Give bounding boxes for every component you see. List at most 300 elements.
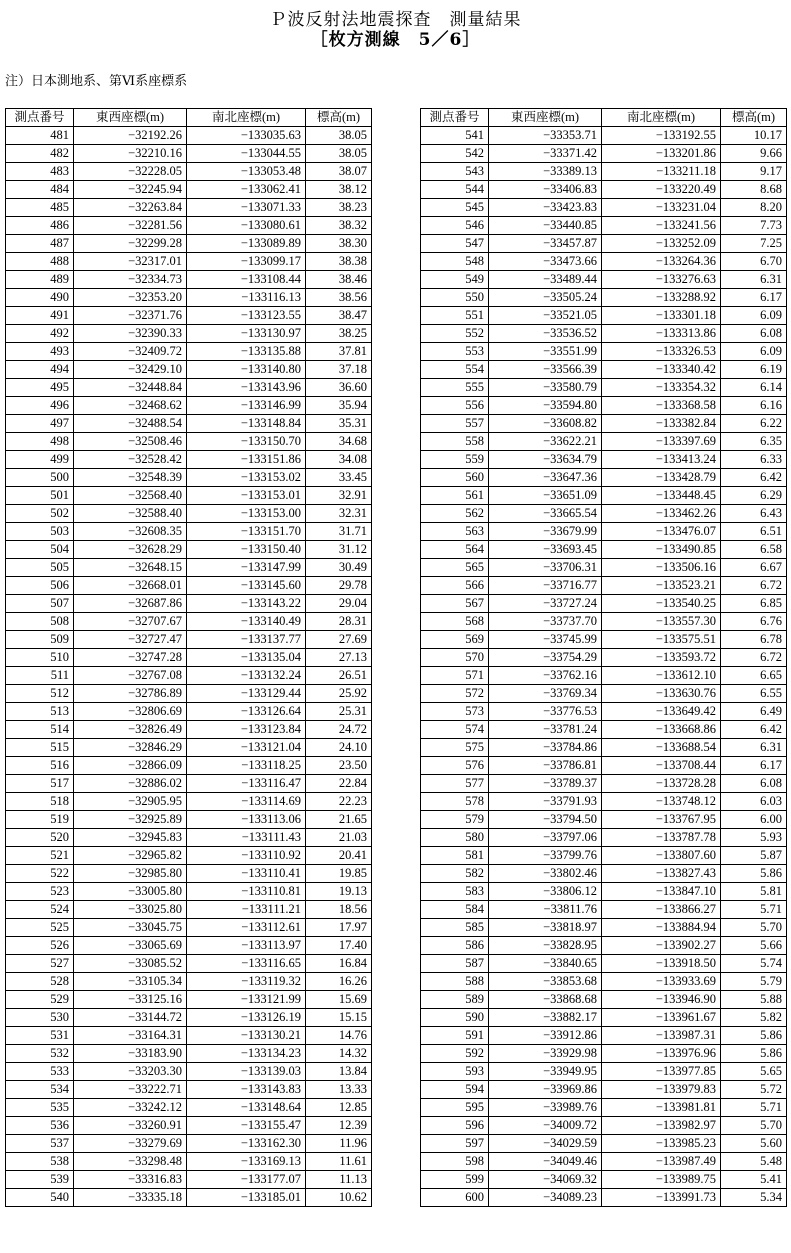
table-row bbox=[421, 829, 787, 847]
north-south-cell: −133140.80 bbox=[187, 361, 306, 379]
table-row bbox=[421, 307, 787, 325]
east-west-cell: −33105.34 bbox=[74, 973, 187, 991]
survey-table-left bbox=[5, 108, 372, 1207]
north-south-cell: −133137.77 bbox=[187, 631, 306, 649]
station-number-cell: 517 bbox=[6, 775, 74, 793]
east-west-cell: −33799.76 bbox=[489, 847, 602, 865]
header-station-number: 測点番号 bbox=[6, 109, 74, 127]
north-south-cell: −133153.00 bbox=[187, 505, 306, 523]
elevation-cell: 22.84 bbox=[306, 775, 372, 793]
elevation-cell: 19.85 bbox=[306, 865, 372, 883]
station-number-cell: 516 bbox=[6, 757, 74, 775]
table-row bbox=[6, 847, 372, 865]
north-south-cell: −133448.45 bbox=[602, 487, 721, 505]
east-west-cell: −32371.76 bbox=[74, 307, 187, 325]
north-south-cell: −133143.96 bbox=[187, 379, 306, 397]
station-number-cell: 563 bbox=[421, 523, 489, 541]
east-west-cell: −33811.76 bbox=[489, 901, 602, 919]
elevation-cell: 7.25 bbox=[721, 235, 787, 253]
north-south-cell: −133129.44 bbox=[187, 685, 306, 703]
east-west-cell: −33440.85 bbox=[489, 217, 602, 235]
table-row bbox=[6, 955, 372, 973]
station-number-cell: 583 bbox=[421, 883, 489, 901]
east-west-cell: −33840.65 bbox=[489, 955, 602, 973]
elevation-cell: 27.13 bbox=[306, 649, 372, 667]
table-row bbox=[421, 451, 787, 469]
table-row bbox=[421, 919, 787, 937]
table-row bbox=[6, 865, 372, 883]
table-row bbox=[421, 397, 787, 415]
east-west-cell: −33566.39 bbox=[489, 361, 602, 379]
elevation-cell: 17.40 bbox=[306, 937, 372, 955]
table-row bbox=[6, 433, 372, 451]
station-number-cell: 579 bbox=[421, 811, 489, 829]
station-number-cell: 596 bbox=[421, 1117, 489, 1135]
elevation-cell: 6.31 bbox=[721, 271, 787, 289]
north-south-cell: −133123.55 bbox=[187, 307, 306, 325]
elevation-cell: 29.04 bbox=[306, 595, 372, 613]
table-row bbox=[421, 649, 787, 667]
north-south-cell: −133354.32 bbox=[602, 379, 721, 397]
east-west-cell: −33818.97 bbox=[489, 919, 602, 937]
north-south-cell: −133340.42 bbox=[602, 361, 721, 379]
north-south-cell: −133787.78 bbox=[602, 829, 721, 847]
table-row bbox=[421, 235, 787, 253]
elevation-cell: 6.65 bbox=[721, 667, 787, 685]
elevation-cell: 5.41 bbox=[721, 1171, 787, 1189]
north-south-cell: −133241.56 bbox=[602, 217, 721, 235]
east-west-cell: −32568.40 bbox=[74, 487, 187, 505]
north-south-cell: −133728.28 bbox=[602, 775, 721, 793]
table-row bbox=[6, 559, 372, 577]
elevation-cell: 6.42 bbox=[721, 721, 787, 739]
elevation-cell: 15.15 bbox=[306, 1009, 372, 1027]
north-south-cell: −133977.85 bbox=[602, 1063, 721, 1081]
north-south-cell: −133918.50 bbox=[602, 955, 721, 973]
station-number-cell: 545 bbox=[421, 199, 489, 217]
elevation-cell: 32.91 bbox=[306, 487, 372, 505]
station-number-cell: 594 bbox=[421, 1081, 489, 1099]
elevation-cell: 35.94 bbox=[306, 397, 372, 415]
east-west-cell: −33085.52 bbox=[74, 955, 187, 973]
north-south-cell: −133264.36 bbox=[602, 253, 721, 271]
table-row bbox=[421, 667, 787, 685]
table-row bbox=[421, 1135, 787, 1153]
elevation-cell: 6.85 bbox=[721, 595, 787, 613]
north-south-cell: −133153.02 bbox=[187, 469, 306, 487]
table-row bbox=[421, 883, 787, 901]
station-number-cell: 595 bbox=[421, 1099, 489, 1117]
north-south-cell: −133116.65 bbox=[187, 955, 306, 973]
elevation-cell: 8.68 bbox=[721, 181, 787, 199]
north-south-cell: −133121.99 bbox=[187, 991, 306, 1009]
elevation-cell: 6.03 bbox=[721, 793, 787, 811]
elevation-cell: 21.03 bbox=[306, 829, 372, 847]
north-south-cell: −133989.75 bbox=[602, 1171, 721, 1189]
station-number-cell: 508 bbox=[6, 613, 74, 631]
station-number-cell: 485 bbox=[6, 199, 74, 217]
elevation-cell: 38.56 bbox=[306, 289, 372, 307]
station-number-cell: 527 bbox=[6, 955, 74, 973]
north-south-cell: −133748.12 bbox=[602, 793, 721, 811]
north-south-cell: −133146.99 bbox=[187, 397, 306, 415]
elevation-cell: 38.46 bbox=[306, 271, 372, 289]
north-south-cell: −133134.23 bbox=[187, 1045, 306, 1063]
east-west-cell: −33065.69 bbox=[74, 937, 187, 955]
station-number-cell: 512 bbox=[6, 685, 74, 703]
table-row bbox=[6, 1063, 372, 1081]
elevation-cell: 5.87 bbox=[721, 847, 787, 865]
table-row bbox=[421, 379, 787, 397]
station-number-cell: 501 bbox=[6, 487, 74, 505]
table-row bbox=[6, 127, 372, 145]
north-south-cell: −133708.44 bbox=[602, 757, 721, 775]
table-row bbox=[421, 1099, 787, 1117]
table-row bbox=[6, 1045, 372, 1063]
elevation-cell: 6.09 bbox=[721, 343, 787, 361]
north-south-cell: −133116.47 bbox=[187, 775, 306, 793]
north-south-cell: −133428.79 bbox=[602, 469, 721, 487]
table-row bbox=[6, 757, 372, 775]
station-number-cell: 484 bbox=[6, 181, 74, 199]
elevation-cell: 5.82 bbox=[721, 1009, 787, 1027]
north-south-cell: −133987.49 bbox=[602, 1153, 721, 1171]
table-row bbox=[6, 793, 372, 811]
elevation-cell: 16.84 bbox=[306, 955, 372, 973]
table-header-row bbox=[6, 109, 372, 127]
table-row bbox=[421, 253, 787, 271]
station-number-cell: 588 bbox=[421, 973, 489, 991]
elevation-cell: 6.78 bbox=[721, 631, 787, 649]
east-west-cell: −32508.46 bbox=[74, 433, 187, 451]
east-west-cell: −33727.24 bbox=[489, 595, 602, 613]
station-number-cell: 567 bbox=[421, 595, 489, 613]
table-row bbox=[421, 847, 787, 865]
elevation-cell: 9.17 bbox=[721, 163, 787, 181]
north-south-cell: −133135.04 bbox=[187, 649, 306, 667]
station-number-cell: 577 bbox=[421, 775, 489, 793]
elevation-cell: 38.30 bbox=[306, 235, 372, 253]
east-west-cell: −32747.28 bbox=[74, 649, 187, 667]
station-number-cell: 503 bbox=[6, 523, 74, 541]
station-number-cell: 510 bbox=[6, 649, 74, 667]
station-number-cell: 492 bbox=[6, 325, 74, 343]
north-south-cell: −133220.49 bbox=[602, 181, 721, 199]
station-number-cell: 557 bbox=[421, 415, 489, 433]
north-south-cell: −133946.90 bbox=[602, 991, 721, 1009]
north-south-cell: −133991.73 bbox=[602, 1189, 721, 1207]
elevation-cell: 6.51 bbox=[721, 523, 787, 541]
north-south-cell: −133143.83 bbox=[187, 1081, 306, 1099]
east-west-cell: −32317.01 bbox=[74, 253, 187, 271]
east-west-cell: −33828.95 bbox=[489, 937, 602, 955]
station-number-cell: 524 bbox=[6, 901, 74, 919]
north-south-cell: −133767.95 bbox=[602, 811, 721, 829]
table-row bbox=[6, 703, 372, 721]
table-row bbox=[6, 307, 372, 325]
station-number-cell: 529 bbox=[6, 991, 74, 1009]
station-number-cell: 536 bbox=[6, 1117, 74, 1135]
elevation-cell: 11.13 bbox=[306, 1171, 372, 1189]
east-west-cell: −33912.86 bbox=[489, 1027, 602, 1045]
elevation-cell: 31.71 bbox=[306, 523, 372, 541]
table-row bbox=[421, 757, 787, 775]
north-south-cell: −133847.10 bbox=[602, 883, 721, 901]
station-number-cell: 584 bbox=[421, 901, 489, 919]
north-south-cell: −133089.89 bbox=[187, 235, 306, 253]
north-south-cell: −133112.61 bbox=[187, 919, 306, 937]
east-west-cell: −32588.40 bbox=[74, 505, 187, 523]
north-south-cell: −133326.53 bbox=[602, 343, 721, 361]
table-row bbox=[6, 145, 372, 163]
table-row bbox=[421, 163, 787, 181]
east-west-cell: −33551.99 bbox=[489, 343, 602, 361]
table-row bbox=[421, 991, 787, 1009]
north-south-cell: −133985.23 bbox=[602, 1135, 721, 1153]
north-south-cell: −133110.41 bbox=[187, 865, 306, 883]
east-west-cell: −33260.91 bbox=[74, 1117, 187, 1135]
header-east-west: 東西座標(m) bbox=[489, 109, 602, 127]
east-west-cell: −33389.13 bbox=[489, 163, 602, 181]
east-west-cell: −32448.84 bbox=[74, 379, 187, 397]
east-west-cell: −32263.84 bbox=[74, 199, 187, 217]
station-number-cell: 519 bbox=[6, 811, 74, 829]
elevation-cell: 9.66 bbox=[721, 145, 787, 163]
north-south-cell: −133126.19 bbox=[187, 1009, 306, 1027]
station-number-cell: 504 bbox=[6, 541, 74, 559]
station-number-cell: 565 bbox=[421, 559, 489, 577]
north-south-cell: −133961.67 bbox=[602, 1009, 721, 1027]
station-number-cell: 573 bbox=[421, 703, 489, 721]
station-number-cell: 587 bbox=[421, 955, 489, 973]
elevation-cell: 13.33 bbox=[306, 1081, 372, 1099]
elevation-cell: 7.73 bbox=[721, 217, 787, 235]
east-west-cell: −32281.56 bbox=[74, 217, 187, 235]
elevation-cell: 6.72 bbox=[721, 649, 787, 667]
elevation-cell: 5.65 bbox=[721, 1063, 787, 1081]
station-number-cell: 502 bbox=[6, 505, 74, 523]
east-west-cell: −33335.18 bbox=[74, 1189, 187, 1207]
elevation-cell: 5.71 bbox=[721, 1099, 787, 1117]
east-west-cell: −33144.72 bbox=[74, 1009, 187, 1027]
elevation-cell: 26.51 bbox=[306, 667, 372, 685]
station-number-cell: 559 bbox=[421, 451, 489, 469]
east-west-cell: −32334.73 bbox=[74, 271, 187, 289]
east-west-cell: −34049.46 bbox=[489, 1153, 602, 1171]
north-south-cell: −133139.03 bbox=[187, 1063, 306, 1081]
elevation-cell: 6.33 bbox=[721, 451, 787, 469]
station-number-cell: 505 bbox=[6, 559, 74, 577]
station-number-cell: 495 bbox=[6, 379, 74, 397]
east-west-cell: −34089.23 bbox=[489, 1189, 602, 1207]
elevation-cell: 38.23 bbox=[306, 199, 372, 217]
east-west-cell: −32648.15 bbox=[74, 559, 187, 577]
elevation-cell: 38.25 bbox=[306, 325, 372, 343]
east-west-cell: −32965.82 bbox=[74, 847, 187, 865]
table-row bbox=[6, 253, 372, 271]
north-south-cell: −133593.72 bbox=[602, 649, 721, 667]
east-west-cell: −34009.72 bbox=[489, 1117, 602, 1135]
table-row bbox=[421, 1171, 787, 1189]
east-west-cell: −33853.68 bbox=[489, 973, 602, 991]
station-number-cell: 597 bbox=[421, 1135, 489, 1153]
table-row bbox=[6, 937, 372, 955]
elevation-cell: 37.81 bbox=[306, 343, 372, 361]
table-row bbox=[6, 613, 372, 631]
elevation-cell: 6.09 bbox=[721, 307, 787, 325]
east-west-cell: −33242.12 bbox=[74, 1099, 187, 1117]
east-west-cell: −33025.80 bbox=[74, 901, 187, 919]
north-south-cell: −133976.96 bbox=[602, 1045, 721, 1063]
station-number-cell: 533 bbox=[6, 1063, 74, 1081]
elevation-cell: 5.86 bbox=[721, 1027, 787, 1045]
station-number-cell: 509 bbox=[6, 631, 74, 649]
east-west-cell: −33754.29 bbox=[489, 649, 602, 667]
table-row bbox=[421, 955, 787, 973]
east-west-cell: −32985.80 bbox=[74, 865, 187, 883]
table-row bbox=[421, 577, 787, 595]
table-row bbox=[421, 721, 787, 739]
elevation-cell: 6.35 bbox=[721, 433, 787, 451]
table-row bbox=[6, 235, 372, 253]
table-row bbox=[421, 343, 787, 361]
east-west-cell: −33279.69 bbox=[74, 1135, 187, 1153]
station-number-cell: 535 bbox=[6, 1099, 74, 1117]
north-south-cell: −133062.41 bbox=[187, 181, 306, 199]
station-number-cell: 489 bbox=[6, 271, 74, 289]
east-west-cell: −33949.95 bbox=[489, 1063, 602, 1081]
north-south-cell: −133110.81 bbox=[187, 883, 306, 901]
station-number-cell: 540 bbox=[6, 1189, 74, 1207]
elevation-cell: 6.14 bbox=[721, 379, 787, 397]
elevation-cell: 5.60 bbox=[721, 1135, 787, 1153]
table-row bbox=[421, 1009, 787, 1027]
elevation-cell: 35.31 bbox=[306, 415, 372, 433]
elevation-cell: 38.05 bbox=[306, 127, 372, 145]
elevation-cell: 6.67 bbox=[721, 559, 787, 577]
table-row bbox=[6, 667, 372, 685]
page-title: Ｐ波反射法地震探査 測量結果 bbox=[269, 10, 522, 30]
east-west-cell: −33622.21 bbox=[489, 433, 602, 451]
station-number-cell: 537 bbox=[6, 1135, 74, 1153]
table-row bbox=[421, 793, 787, 811]
table-row bbox=[6, 343, 372, 361]
elevation-cell: 38.12 bbox=[306, 181, 372, 199]
east-west-cell: −33665.54 bbox=[489, 505, 602, 523]
station-number-cell: 561 bbox=[421, 487, 489, 505]
table-row bbox=[421, 613, 787, 631]
north-south-cell: −133185.01 bbox=[187, 1189, 306, 1207]
north-south-cell: −133126.64 bbox=[187, 703, 306, 721]
table-row bbox=[421, 1045, 787, 1063]
north-south-cell: −133902.27 bbox=[602, 937, 721, 955]
east-west-cell: −33005.80 bbox=[74, 883, 187, 901]
east-west-cell: −33457.87 bbox=[489, 235, 602, 253]
station-number-cell: 582 bbox=[421, 865, 489, 883]
east-west-cell: −33353.71 bbox=[489, 127, 602, 145]
coordinate-system-note: 注）日本測地系、第Ⅵ系座標系 bbox=[5, 74, 188, 89]
east-west-cell: −32353.20 bbox=[74, 289, 187, 307]
elevation-cell: 34.08 bbox=[306, 451, 372, 469]
east-west-cell: −33203.30 bbox=[74, 1063, 187, 1081]
station-number-cell: 525 bbox=[6, 919, 74, 937]
elevation-cell: 38.38 bbox=[306, 253, 372, 271]
elevation-cell: 6.43 bbox=[721, 505, 787, 523]
table-row bbox=[421, 415, 787, 433]
east-west-cell: −33789.37 bbox=[489, 775, 602, 793]
table-row bbox=[421, 1063, 787, 1081]
table-row bbox=[6, 487, 372, 505]
east-west-cell: −32468.62 bbox=[74, 397, 187, 415]
elevation-cell: 38.47 bbox=[306, 307, 372, 325]
table-row bbox=[421, 775, 787, 793]
elevation-cell: 5.34 bbox=[721, 1189, 787, 1207]
north-south-cell: −133044.55 bbox=[187, 145, 306, 163]
survey-table-right bbox=[420, 108, 787, 1207]
station-number-cell: 553 bbox=[421, 343, 489, 361]
east-west-cell: −32245.94 bbox=[74, 181, 187, 199]
north-south-cell: −133301.18 bbox=[602, 307, 721, 325]
north-south-cell: −133108.44 bbox=[187, 271, 306, 289]
station-number-cell: 554 bbox=[421, 361, 489, 379]
station-number-cell: 528 bbox=[6, 973, 74, 991]
north-south-cell: −133151.70 bbox=[187, 523, 306, 541]
elevation-cell: 38.05 bbox=[306, 145, 372, 163]
station-number-cell: 520 bbox=[6, 829, 74, 847]
east-west-cell: −32945.83 bbox=[74, 829, 187, 847]
north-south-cell: −133884.94 bbox=[602, 919, 721, 937]
north-south-cell: −133099.17 bbox=[187, 253, 306, 271]
elevation-cell: 19.13 bbox=[306, 883, 372, 901]
page-subtitle: ［枚方測線 5／6］ bbox=[310, 30, 481, 50]
east-west-cell: −33737.70 bbox=[489, 613, 602, 631]
header-station-number: 測点番号 bbox=[421, 109, 489, 127]
station-number-cell: 513 bbox=[6, 703, 74, 721]
table-row bbox=[421, 181, 787, 199]
station-number-cell: 568 bbox=[421, 613, 489, 631]
elevation-cell: 34.68 bbox=[306, 433, 372, 451]
station-number-cell: 558 bbox=[421, 433, 489, 451]
east-west-cell: −32846.29 bbox=[74, 739, 187, 757]
elevation-cell: 5.70 bbox=[721, 919, 787, 937]
east-west-cell: −33536.52 bbox=[489, 325, 602, 343]
east-west-cell: −33802.46 bbox=[489, 865, 602, 883]
east-west-cell: −33423.83 bbox=[489, 199, 602, 217]
elevation-cell: 5.66 bbox=[721, 937, 787, 955]
north-south-cell: −133053.48 bbox=[187, 163, 306, 181]
north-south-cell: −133982.97 bbox=[602, 1117, 721, 1135]
east-west-cell: −33769.34 bbox=[489, 685, 602, 703]
table-row bbox=[421, 1117, 787, 1135]
north-south-cell: −133288.92 bbox=[602, 289, 721, 307]
east-west-cell: −33969.86 bbox=[489, 1081, 602, 1099]
north-south-cell: −133148.64 bbox=[187, 1099, 306, 1117]
table-row bbox=[421, 595, 787, 613]
station-number-cell: 600 bbox=[421, 1189, 489, 1207]
table-row bbox=[6, 325, 372, 343]
elevation-cell: 38.32 bbox=[306, 217, 372, 235]
east-west-cell: −32608.35 bbox=[74, 523, 187, 541]
elevation-cell: 24.72 bbox=[306, 721, 372, 739]
east-west-cell: −33786.81 bbox=[489, 757, 602, 775]
table-row bbox=[6, 289, 372, 307]
east-west-cell: −32488.54 bbox=[74, 415, 187, 433]
elevation-cell: 25.31 bbox=[306, 703, 372, 721]
elevation-cell: 15.69 bbox=[306, 991, 372, 1009]
east-west-cell: −34069.32 bbox=[489, 1171, 602, 1189]
station-number-cell: 550 bbox=[421, 289, 489, 307]
elevation-cell: 13.84 bbox=[306, 1063, 372, 1081]
